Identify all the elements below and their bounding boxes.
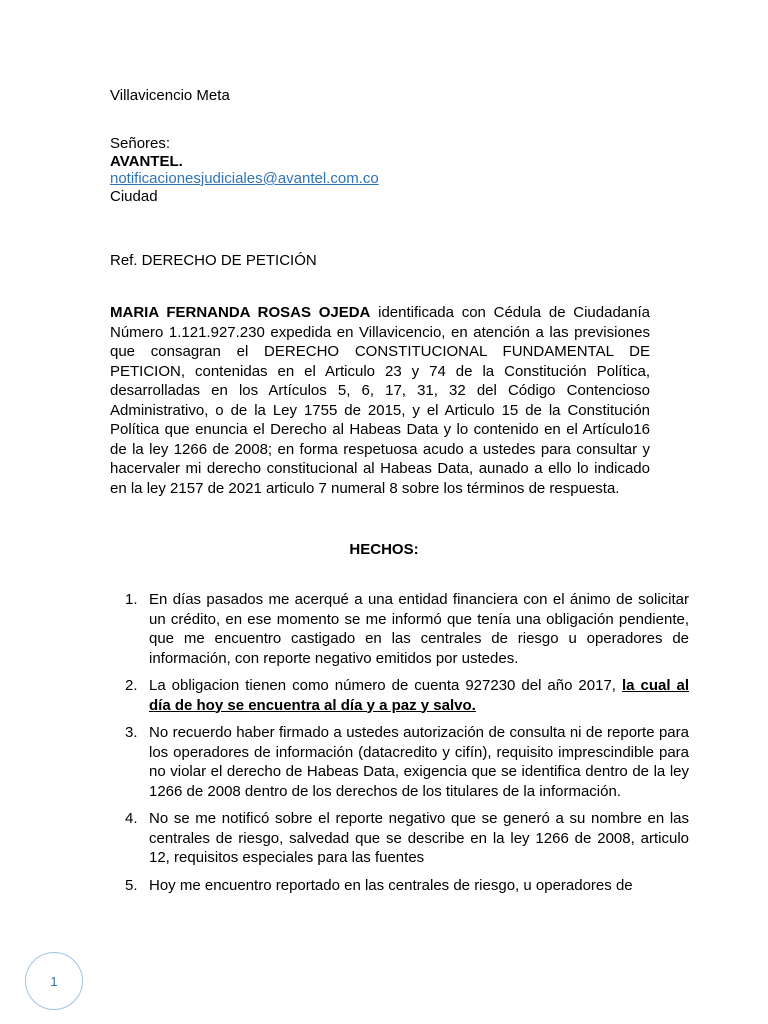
list-item bbox=[125, 809, 689, 868]
item-text: Hoy me encuentro reportado en las centrales de riesgo, u operadores de bbox=[149, 876, 633, 894]
salutation: Señores: bbox=[110, 135, 171, 152]
city-line: Villavicencio Meta bbox=[110, 87, 230, 104]
facts-list bbox=[110, 590, 689, 903]
item-number: 2. bbox=[125, 677, 138, 694]
list-item bbox=[125, 876, 689, 896]
page-number-badge: 1 bbox=[25, 952, 83, 1010]
hechos-heading: HECHOS: bbox=[349, 541, 419, 558]
address-block bbox=[110, 135, 650, 205]
item-number: 5. bbox=[125, 876, 138, 894]
intro-paragraph bbox=[110, 303, 650, 498]
item-text: La obligacion tienen como número de cuenta 927230 del año 2017, bbox=[149, 677, 622, 694]
item-number: 1. bbox=[125, 591, 138, 608]
item-text: En días pasados me acerqué a una entidad financiera con el ánimo de solicitar un crédito, en ese momento se me informó que tenía una obligación pendiente, que me encuentro castigado en las centrales de riesgo u operadores de información, con reporte negativo emitidos por ustedes. bbox=[149, 591, 689, 667]
recipient-name: AVANTEL. bbox=[110, 152, 183, 170]
list-item bbox=[125, 590, 689, 668]
petitioner-name: MARIA FERNANDA ROSAS OJEDA bbox=[110, 304, 371, 321]
list-item bbox=[125, 676, 689, 715]
locality: Ciudad bbox=[110, 187, 158, 205]
item-text: No se me notificó sobre el reporte negativo que se generó a su nombre en las centrales de riesgo, salvedad que se describe en la ley 1266 de 2008, articulo 12, requisitos especiales para las fuentes bbox=[149, 810, 689, 866]
list-item bbox=[125, 723, 689, 801]
item-emphasis: la cual al día de hoy se encuentra al día y a paz y salvo. bbox=[149, 677, 689, 714]
item-number: 4. bbox=[125, 810, 138, 827]
email-link[interactable]: notificacionesjudiciales@avantel.com.co bbox=[110, 170, 379, 187]
item-text: No recuerdo haber firmado a ustedes autorización de consulta ni de reporte para los operadores de información (datacredito y cifín), requisito imprescindible para no violar el derecho de Habeas Data, exigencia que se identifica dentro de la ley 1266 de 2008 dentro de los derechos de los titulares de la información. bbox=[149, 724, 689, 800]
reference-line: Ref. DERECHO DE PETICIÓN bbox=[110, 252, 317, 269]
intro-body: identificada con Cédula de Ciudadanía Número 1.121.927.230 expedida en Villavicencio, en atención a las previsiones que consagran el DERECHO CONSTITUCIONAL FUNDAMENTAL DE PETICION, contenidas en el Articulo 23 y 74 de la Constitución Política, desarrolladas en los Artículos 5, 6, 17, 31, 32 del Código Contencioso Administrativo, o de la Ley 1755 de 2015, y el Articulo 15 de la Constitución Política que enuncia el Derecho al Habeas Data y lo contenido en el Artículo16 de la ley 1266 de 2008; en forma respetuosa acudo a ustedes para consultar y hacervaler mi derecho constitucional al Habeas Data, aunado a ello lo indicado en la ley 2157 de 2021 articulo 7 numeral 8 sobre los términos de respuesta. bbox=[110, 304, 650, 497]
item-number: 3. bbox=[125, 724, 138, 741]
